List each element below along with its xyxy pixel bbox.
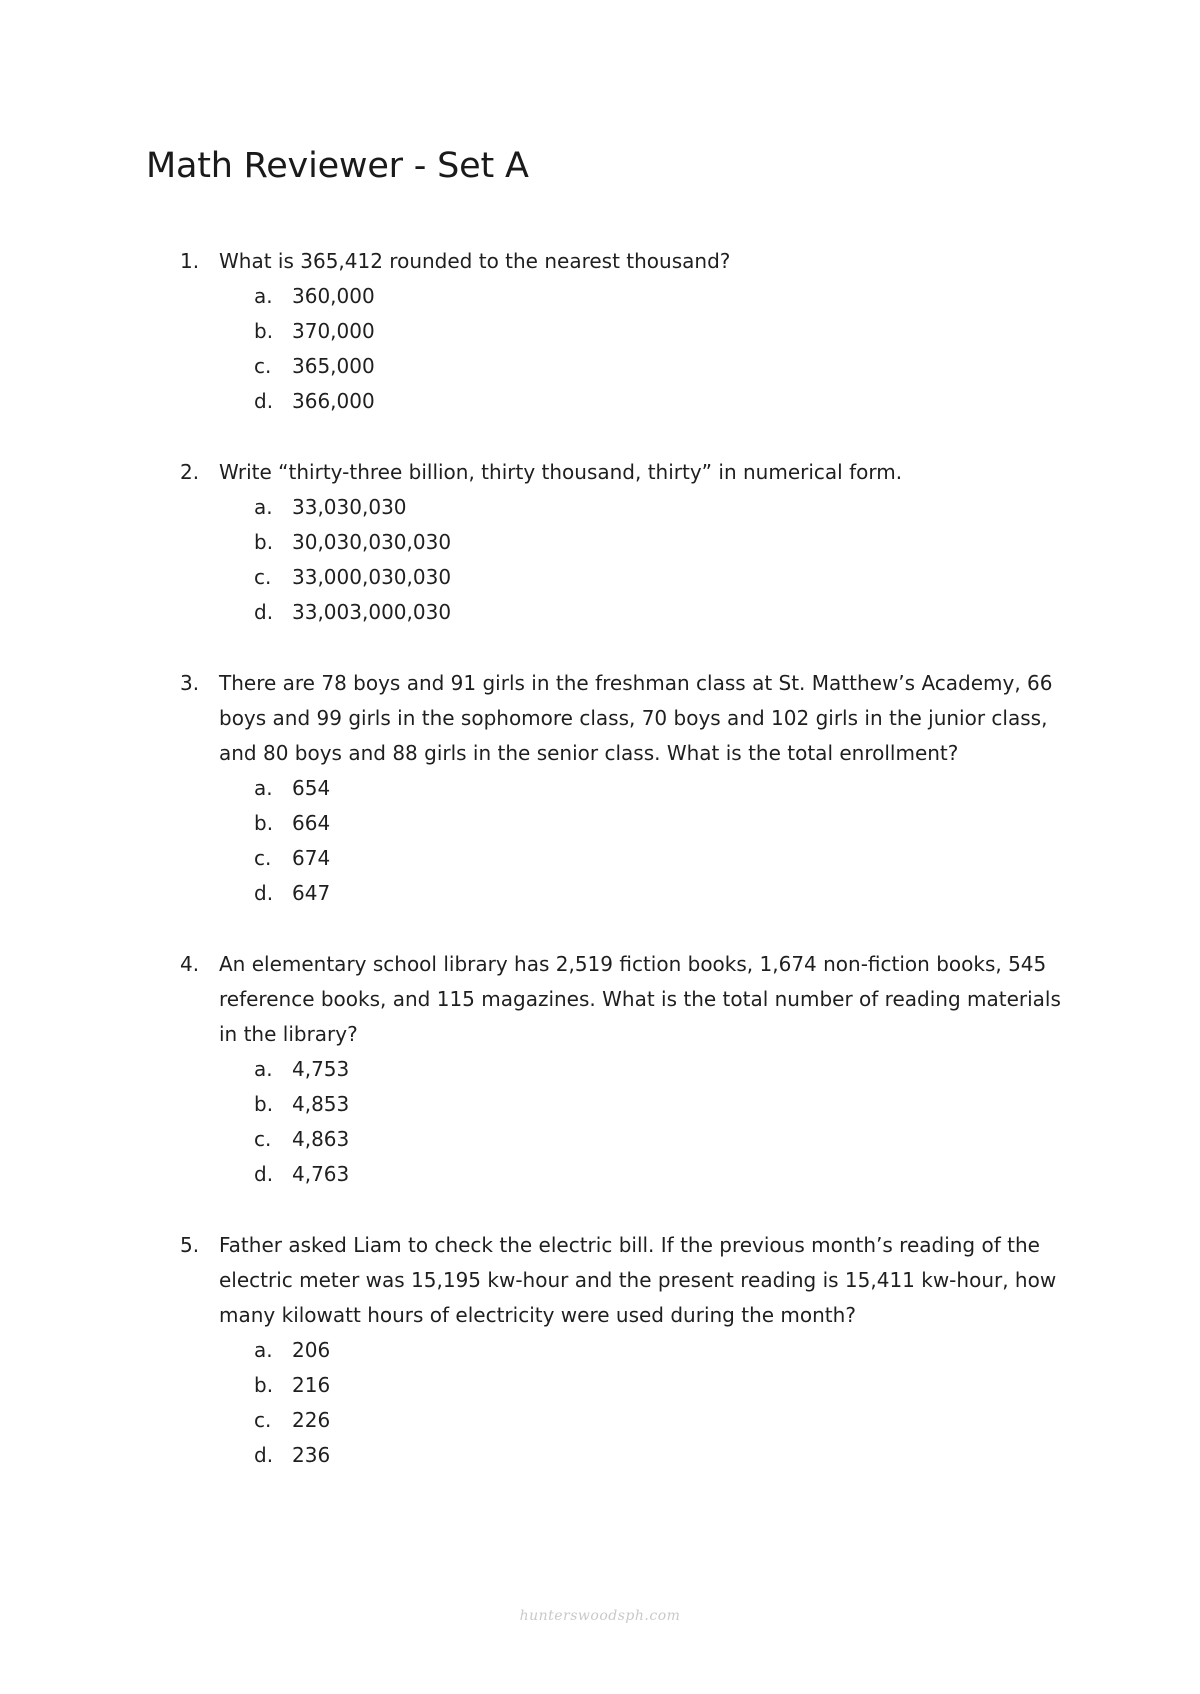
- option-letter: a.: [254, 495, 273, 519]
- option-letter: a.: [254, 284, 273, 308]
- option-text: 370,000: [292, 319, 375, 343]
- option-letter: c.: [254, 846, 272, 870]
- option-text: 30,030,030,030: [292, 530, 452, 554]
- question-item: [0, 1228, 1200, 1473]
- option-letter: b.: [254, 811, 274, 835]
- option-text: 206: [292, 1338, 331, 1362]
- question-number: 3.: [180, 671, 200, 695]
- question-item: [0, 455, 1200, 630]
- option-text: 365,000: [292, 354, 375, 378]
- option-letter: b.: [254, 1092, 274, 1116]
- answer-option: [0, 1122, 1200, 1157]
- question-number: 2.: [180, 460, 200, 484]
- answer-option: [0, 1333, 1200, 1368]
- answer-option: [0, 1157, 1200, 1192]
- option-text: 33,030,030: [292, 495, 407, 519]
- answer-option: [0, 560, 1200, 595]
- answer-option: [0, 384, 1200, 419]
- option-text: 236: [292, 1443, 331, 1467]
- question-item: [0, 666, 1200, 911]
- answer-options: [0, 1333, 1200, 1473]
- answer-option: [0, 841, 1200, 876]
- answer-option: [0, 1403, 1200, 1438]
- answer-options: [0, 1052, 1200, 1192]
- answer-option: [0, 279, 1200, 314]
- option-text: 647: [292, 881, 331, 905]
- question-item: [0, 947, 1200, 1192]
- option-letter: d.: [254, 881, 274, 905]
- page-title: Math Reviewer - Set A: [146, 146, 529, 186]
- option-letter: a.: [254, 1338, 273, 1362]
- answer-option: [0, 1052, 1200, 1087]
- option-text: 654: [292, 776, 331, 800]
- question-text: Write “thirty-three billion, thirty thousand, thirty” in numerical form.: [219, 460, 903, 484]
- answer-option: [0, 525, 1200, 560]
- option-letter: d.: [254, 1162, 274, 1186]
- answer-options: [0, 771, 1200, 911]
- answer-option: [0, 771, 1200, 806]
- option-text: 33,000,030,030: [292, 565, 452, 589]
- option-letter: b.: [254, 530, 274, 554]
- answer-option: [0, 1438, 1200, 1473]
- question-text: There are 78 boys and 91 girls in the freshman class at St. Matthew’s Academy, 66 boys and 99 girls in the sophomore class, 70 boys and 102 girls in the junior class, and 80 boys and 88 girls in the senior class. What is the total enrollment?: [219, 671, 1053, 765]
- answer-option: [0, 349, 1200, 384]
- answer-option: [0, 314, 1200, 349]
- option-letter: c.: [254, 354, 272, 378]
- option-text: 4,853: [292, 1092, 350, 1116]
- answer-option: [0, 876, 1200, 911]
- answer-options: [0, 279, 1200, 419]
- option-letter: c.: [254, 1127, 272, 1151]
- question-number: 5.: [180, 1233, 200, 1257]
- question-text: An elementary school library has 2,519 fiction books, 1,674 non-fiction books, 545 reference books, and 115 magazines. What is the total number of reading materials in the library?: [219, 952, 1061, 1046]
- option-text: 4,763: [292, 1162, 350, 1186]
- option-text: 674: [292, 846, 331, 870]
- option-letter: b.: [254, 319, 274, 343]
- option-letter: a.: [254, 776, 273, 800]
- option-letter: c.: [254, 565, 272, 589]
- question-number: 1.: [180, 249, 200, 273]
- answer-option: [0, 806, 1200, 841]
- question-list: [0, 244, 1200, 1509]
- option-text: 360,000: [292, 284, 375, 308]
- answer-option: [0, 1087, 1200, 1122]
- option-text: 216: [292, 1373, 331, 1397]
- option-letter: b.: [254, 1373, 274, 1397]
- option-text: 366,000: [292, 389, 375, 413]
- option-text: 4,863: [292, 1127, 350, 1151]
- answer-option: [0, 490, 1200, 525]
- question-text: What is 365,412 rounded to the nearest thousand?: [219, 249, 731, 273]
- option-letter: c.: [254, 1408, 272, 1432]
- option-letter: d.: [254, 600, 274, 624]
- answer-options: [0, 490, 1200, 630]
- option-letter: d.: [254, 389, 274, 413]
- watermark: hunterswoodsph.com: [519, 1608, 681, 1624]
- option-text: 226: [292, 1408, 331, 1432]
- question-text: Father asked Liam to check the electric bill. If the previous month’s reading of the electric meter was 15,195 kw-hour and the present reading is 15,411 kw-hour, how many kilowatt hours of electricity were used during the month?: [219, 1233, 1057, 1327]
- question-number: 4.: [180, 952, 200, 976]
- answer-option: [0, 595, 1200, 630]
- option-letter: d.: [254, 1443, 274, 1467]
- option-text: 664: [292, 811, 331, 835]
- option-text: 33,003,000,030: [292, 600, 452, 624]
- option-letter: a.: [254, 1057, 273, 1081]
- answer-option: [0, 1368, 1200, 1403]
- question-item: [0, 244, 1200, 419]
- option-text: 4,753: [292, 1057, 350, 1081]
